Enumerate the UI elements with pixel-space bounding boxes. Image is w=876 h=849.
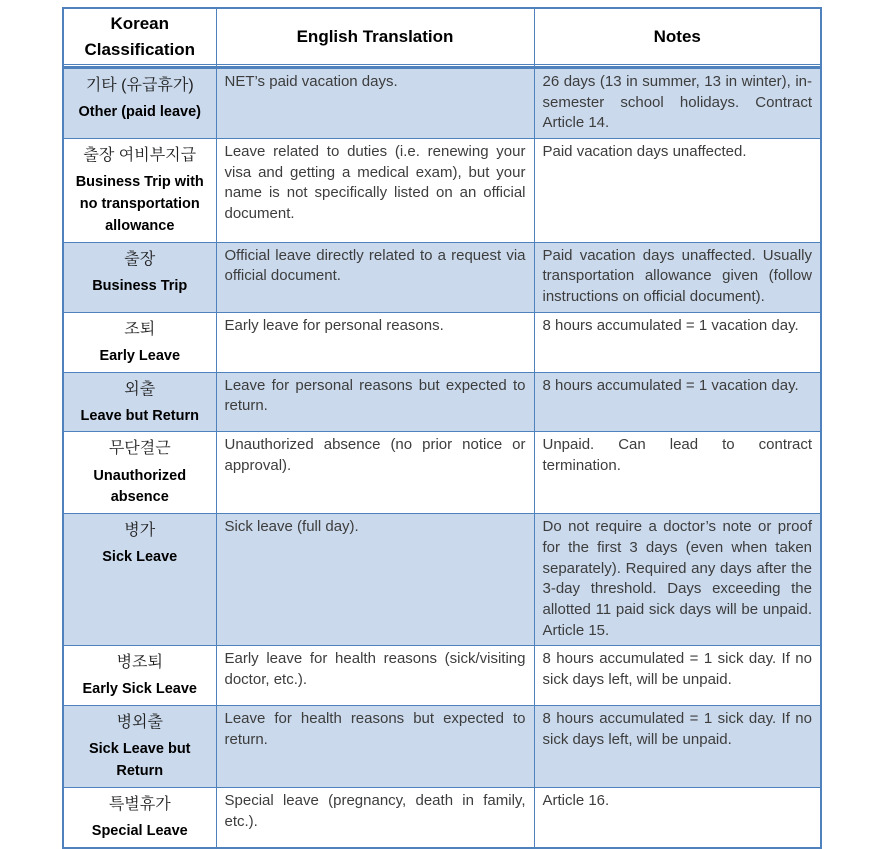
korean-classification-cell <box>63 139 216 242</box>
korean-term: 무단결근 <box>108 440 171 458</box>
korean-term: 특별휴가 <box>108 795 171 813</box>
table-header-row <box>63 8 821 65</box>
english-term: Sick Leave but Return <box>88 741 191 780</box>
leave-policy-table-container <box>62 7 822 849</box>
korean-classification-cell <box>63 432 216 514</box>
english-translation-cell: Official leave directly related to a request via official document. <box>216 242 534 312</box>
korean-classification-cell <box>63 372 216 432</box>
korean-classification-cell <box>63 514 216 646</box>
table-row-unauthorized-absence <box>63 432 821 514</box>
table-row-business-trip <box>63 242 821 312</box>
english-term: Other (paid leave) <box>78 104 201 121</box>
korean-term: 외출 <box>124 380 156 398</box>
table-row-early-sick-leave <box>63 646 821 706</box>
english-translation-cell: Unauthorized absence (no prior notice or approval). <box>216 432 534 514</box>
table-row-special-leave <box>63 787 821 847</box>
notes-cell: 8 hours accumulated = 1 sick day. If no sick days left, will be unpaid. <box>534 706 821 788</box>
notes-cell: Do not require a doctor’s note or proof for the first 3 days (even when taken separately). Required any days after the 3-day threshold. Days exceeding the allotted 11 paid sick days will be unpaid. Article 15. <box>534 514 821 646</box>
table-row-early-leave <box>63 312 821 372</box>
english-translation-cell: Special leave (pregnancy, death in family, etc.). <box>216 787 534 847</box>
table-header <box>63 8 821 68</box>
notes-cell: 8 hours accumulated = 1 sick day. If no sick days left, will be unpaid. <box>534 646 821 706</box>
korean-classification-cell <box>63 706 216 788</box>
korean-term: 병가 <box>124 522 156 540</box>
table-row-sick-leave-but-return <box>63 706 821 788</box>
col-header-english-translation: English Translation <box>216 8 534 65</box>
english-term: Business Trip <box>92 277 188 294</box>
english-term: Special Leave <box>91 823 188 840</box>
english-term: Early Leave <box>99 347 181 364</box>
korean-term: 조퇴 <box>124 320 156 338</box>
korean-classification-cell <box>63 787 216 847</box>
english-term: Early Sick Leave <box>82 681 197 698</box>
english-translation-cell: NET’s paid vacation days. <box>216 68 534 139</box>
korean-classification-cell <box>63 242 216 312</box>
english-term: Leave but Return <box>80 407 199 424</box>
korean-classification-cell <box>63 68 216 139</box>
korean-classification-cell <box>63 646 216 706</box>
col-header-notes: Notes <box>534 8 821 65</box>
table-row-leave-but-return <box>63 372 821 432</box>
notes-cell: Paid vacation days unaffected. <box>534 139 821 242</box>
english-term: Sick Leave <box>102 549 178 566</box>
english-translation-cell: Leave for personal reasons but expected to return. <box>216 372 534 432</box>
notes-cell: 8 hours accumulated = 1 vacation day. <box>534 372 821 432</box>
english-translation-cell: Leave for health reasons but expected to return. <box>216 706 534 788</box>
korean-term: 출장 여비부지급 <box>83 147 197 165</box>
notes-cell: 26 days (13 in summer, 13 in winter), in-semester school holidays. Contract Article 14. <box>534 68 821 139</box>
notes-cell: Article 16. <box>534 787 821 847</box>
korean-term: 출장 <box>124 250 156 268</box>
english-translation-cell: Leave related to duties (i.e. renewing your visa and getting a medical exam), but your name is not specifically listed on an official document. <box>216 139 534 242</box>
english-translation-cell: Early leave for personal reasons. <box>216 312 534 372</box>
table-body <box>63 68 821 848</box>
english-translation-cell: Sick leave (full day). <box>216 514 534 646</box>
korean-term: 병외출 <box>116 714 163 732</box>
table-row-other-paid-leave <box>63 68 821 139</box>
col-header-korean-classification: Korean Classification <box>63 8 216 65</box>
korean-term: 기타 (유급휴가) <box>85 77 194 94</box>
notes-cell: 8 hours accumulated = 1 vacation day. <box>534 312 821 372</box>
english-translation-cell: Early leave for health reasons (sick/visiting doctor, etc.). <box>216 646 534 706</box>
leave-policy-table <box>62 7 822 849</box>
english-term: Unauthorized absence <box>93 467 187 506</box>
korean-classification-cell <box>63 312 216 372</box>
table-row-business-trip-no-allowance <box>63 139 821 242</box>
notes-cell: Unpaid. Can lead to contract termination. <box>534 432 821 514</box>
korean-term: 병조퇴 <box>116 654 163 672</box>
notes-cell: Paid vacation days unaffected. Usually transportation allowance given (follow instructions on official document). <box>534 242 821 312</box>
english-term: Business Trip with no transportation allowance <box>75 174 204 234</box>
table-row-sick-leave <box>63 514 821 646</box>
